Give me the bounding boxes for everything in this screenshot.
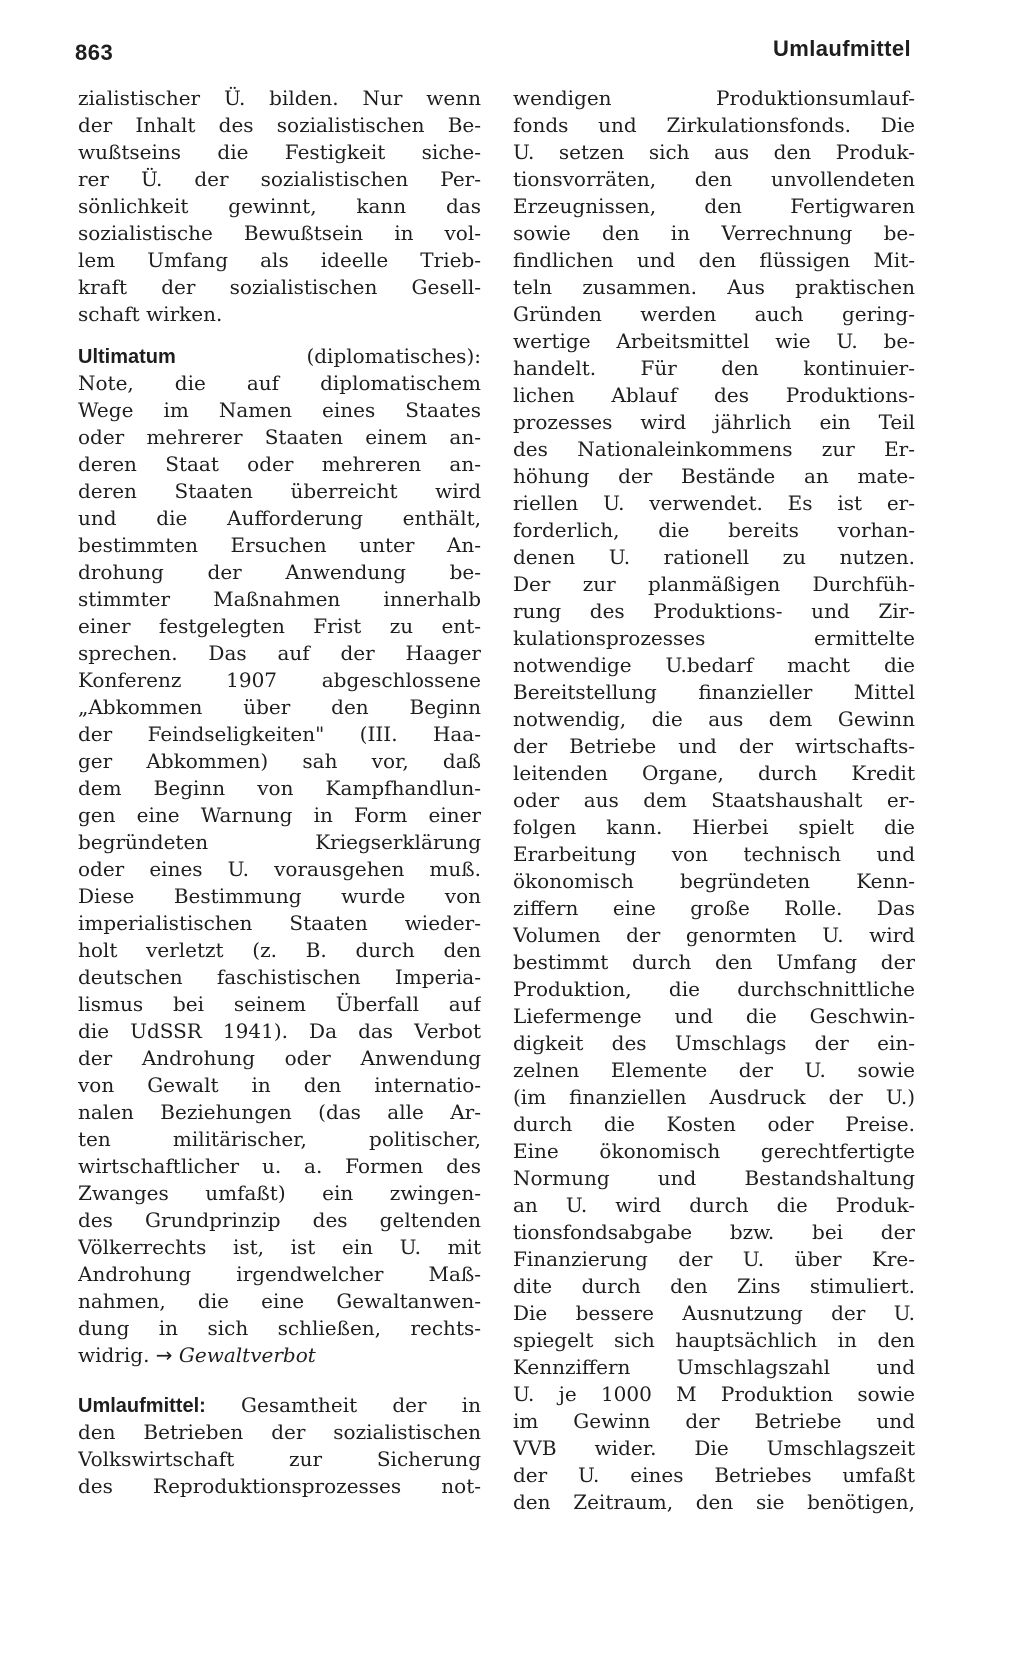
text-line: imperialistischen Staaten wieder- bbox=[78, 911, 481, 935]
entry-ultimatum-qualifier: (diplomatisches): bbox=[306, 344, 481, 368]
text-line: denen U. rationell zu nutzen. bbox=[513, 545, 915, 569]
text-line: wendigen Produktionsumlauf- bbox=[513, 86, 915, 110]
text-line: folgen kann. Hierbei spielt die bbox=[513, 815, 915, 839]
text-line: Gründen werden auch gering- bbox=[513, 302, 915, 326]
text-line: Bereitstellung finanzieller Mittel bbox=[513, 680, 915, 704]
entry-ultimatum-last-text: widrig. bbox=[78, 1343, 150, 1367]
text-line: Finanzierung der U. über Kre- bbox=[513, 1247, 915, 1271]
text-line: begründeten Kriegserklärung bbox=[78, 830, 481, 854]
text-line: des Reproduktionsprozesses not- bbox=[78, 1474, 481, 1498]
text-line: wußtseins die Festigkeit siche- bbox=[78, 140, 481, 164]
text-line: handelt. Für den kontinuier- bbox=[513, 356, 915, 380]
text-line: der Feindseligkeiten" (III. Haa- bbox=[78, 722, 481, 746]
text-line: wertige Arbeitsmittel wie U. be- bbox=[513, 329, 915, 353]
entry-umlaufmittel-definition-start: Gesamtheit der in bbox=[241, 1393, 481, 1417]
text-line: von Gewalt in den internatio- bbox=[78, 1073, 481, 1097]
text-line: Völkerrechts ist, ist ein U. mit bbox=[78, 1235, 481, 1259]
text-line: U. setzen sich aus den Produk- bbox=[513, 140, 915, 164]
text-line: einer festgelegten Frist zu ent- bbox=[78, 614, 481, 638]
text-line: Note, die auf diplomatischem bbox=[78, 371, 481, 395]
text-line: Konferenz 1907 abgeschlossene bbox=[78, 668, 481, 692]
text-line: stimmter Maßnahmen innerhalb bbox=[78, 587, 481, 611]
text-line: Eine ökonomisch gerechtfertigte bbox=[513, 1139, 915, 1163]
text-line: riellen U. verwendet. Es ist er- bbox=[513, 491, 915, 515]
text-line: sowie den in Verrechnung be- bbox=[513, 221, 915, 245]
text-line: ten militärischer, politischer, bbox=[78, 1127, 481, 1151]
text-line: Volumen der genormten U. wird bbox=[513, 923, 915, 947]
text-line: tionsvorräten, den unvollendeten bbox=[513, 167, 915, 191]
text-line: spiegelt sich hauptsächlich in den bbox=[513, 1328, 915, 1352]
text-line: notwendig, die aus dem Gewinn bbox=[513, 707, 915, 731]
text-line: „Abkommen über den Beginn bbox=[78, 695, 481, 719]
entry-umlaufmittel-body bbox=[78, 1419, 481, 1500]
text-line: deutschen faschistischen Imperia- bbox=[78, 965, 481, 989]
continued-paragraph bbox=[78, 85, 481, 328]
text-line: oder aus dem Staatshaushalt er- bbox=[513, 788, 915, 812]
text-line: des Nationaleinkommens zur Er- bbox=[513, 437, 915, 461]
text-line: leitenden Organe, durch Kredit bbox=[513, 761, 915, 785]
text-line: nahmen, die eine Gewaltanwen- bbox=[78, 1289, 481, 1313]
text-line: VVB wider. Die Umschlagszeit bbox=[513, 1436, 915, 1460]
text-line: den Betrieben der sozialistischen bbox=[78, 1420, 481, 1444]
text-line: höhung der Bestände an mate- bbox=[513, 464, 915, 488]
text-line: zialistischer Ü. bilden. Nur wenn bbox=[78, 86, 481, 110]
text-line: der Inhalt des sozialistischen Be- bbox=[78, 113, 481, 137]
text-line: des Grundprinzip des geltenden bbox=[78, 1208, 481, 1232]
text-line: deren Staat oder mehreren an- bbox=[78, 452, 481, 476]
page-number: 863 bbox=[75, 40, 114, 65]
entry-separator bbox=[78, 1369, 481, 1392]
text-line: sozialistische Bewußtsein in vol- bbox=[78, 221, 481, 245]
text-line: ger Abkommen) sah vor, daß bbox=[78, 749, 481, 773]
text-line: oder mehrerer Staaten einem an- bbox=[78, 425, 481, 449]
text-line: ökonomisch begründeten Kenn- bbox=[513, 869, 915, 893]
text-line: tionsfondsabgabe bzw. bei der bbox=[513, 1220, 915, 1244]
text-line: wirtschaftlicher u. a. Formen des bbox=[78, 1154, 481, 1178]
text-line: Volkswirtschaft zur Sicherung bbox=[78, 1447, 481, 1471]
text-line: nalen Beziehungen (das alle Ar- bbox=[78, 1100, 481, 1124]
text-line: der Androhung oder Anwendung bbox=[78, 1046, 481, 1070]
headword-umlaufmittel: Umlaufmittel: bbox=[78, 1395, 206, 1417]
right-column bbox=[513, 85, 915, 1516]
entry-umlaufmittel-continuation bbox=[513, 85, 915, 1516]
entry-first-line bbox=[78, 1392, 481, 1419]
running-head: Umlaufmittel bbox=[772, 36, 911, 61]
text-line: Die bessere Ausnutzung der U. bbox=[513, 1301, 915, 1325]
text-line: zelnen Elemente der U. sowie bbox=[513, 1058, 915, 1082]
text-line: an U. wird durch die Produk- bbox=[513, 1193, 915, 1217]
text-line: Androhung irgendwelcher Maß- bbox=[78, 1262, 481, 1286]
text-line: prozesses wird jährlich ein Teil bbox=[513, 410, 915, 434]
text-line: durch die Kosten oder Preise. bbox=[513, 1112, 915, 1136]
text-line: Kennziffern Umschlagszahl und bbox=[513, 1355, 915, 1379]
entry-last-line bbox=[78, 1342, 481, 1369]
text-line: forderlich, die bereits vorhan- bbox=[513, 518, 915, 542]
text-line: dung in sich schließen, rechts- bbox=[78, 1316, 481, 1340]
entry-first-line bbox=[78, 343, 481, 370]
text-line: den Zeitraum, den sie benötigen, bbox=[513, 1490, 915, 1514]
text-line: im Gewinn der Betriebe und bbox=[513, 1409, 915, 1433]
text-line: U. je 1000 M Produktion sowie bbox=[513, 1382, 915, 1406]
entry-ultimatum bbox=[78, 343, 481, 1369]
text-line: dem Beginn von Kampfhandlun- bbox=[78, 776, 481, 800]
text-line: drohung der Anwendung be- bbox=[78, 560, 481, 584]
text-line: fonds und Zirkulationsfonds. Die bbox=[513, 113, 915, 137]
text-line: Liefermenge und die Geschwin- bbox=[513, 1004, 915, 1028]
text-line: Der zur planmäßigen Durchfüh- bbox=[513, 572, 915, 596]
text-line: teln zusammen. Aus praktischen bbox=[513, 275, 915, 299]
text-line: sönlichkeit gewinnt, kann das bbox=[78, 194, 481, 218]
entry-umlaufmittel bbox=[78, 1392, 481, 1500]
text-line: der U. eines Betriebes umfaßt bbox=[513, 1463, 915, 1487]
text-line: deren Staaten überreicht wird bbox=[78, 479, 481, 503]
text-line: rer Ü. der sozialistischen Per- bbox=[78, 167, 481, 191]
text-line: ziffern eine große Rolle. Das bbox=[513, 896, 915, 920]
text-line: sprechen. Das auf der Haager bbox=[78, 641, 481, 665]
text-line: Normung und Bestandshaltung bbox=[513, 1166, 915, 1190]
text-line: kraft der sozialistischen Gesell- bbox=[78, 275, 481, 299]
cross-reference-arrow-icon: → bbox=[155, 1343, 173, 1367]
left-column bbox=[78, 85, 481, 1500]
text-line: Zwanges umfaßt) ein zwingen- bbox=[78, 1181, 481, 1205]
text-line: bestimmten Ersuchen unter An- bbox=[78, 533, 481, 557]
entry-separator bbox=[78, 328, 481, 343]
text-line: digkeit des Umschlags der ein- bbox=[513, 1031, 915, 1055]
text-line: Produktion, die durchschnittliche bbox=[513, 977, 915, 1001]
text-line: Diese Bestimmung wurde von bbox=[78, 884, 481, 908]
text-line: die UdSSR 1941). Da das Verbot bbox=[78, 1019, 481, 1043]
text-line: findlichen und den flüssigen Mit- bbox=[513, 248, 915, 272]
text-line: lismus bei seinem Überfall auf bbox=[78, 992, 481, 1016]
text-line: notwendige U.bedarf macht die bbox=[513, 653, 915, 677]
text-line: kulationsprozesses ermittelte bbox=[513, 626, 915, 650]
text-line: Wege im Namen eines Staates bbox=[78, 398, 481, 422]
text-line: und die Aufforderung enthält, bbox=[78, 506, 481, 530]
text-line: Erarbeitung von technisch und bbox=[513, 842, 915, 866]
text-line: lem Umfang als ideelle Trieb- bbox=[78, 248, 481, 272]
text-line: holt verletzt (z. B. durch den bbox=[78, 938, 481, 962]
text-line: bestimmt durch den Umfang der bbox=[513, 950, 915, 974]
text-line: schaft wirken. bbox=[78, 302, 223, 326]
text-line: rung des Produktions- und Zir- bbox=[513, 599, 915, 623]
cross-reference-link: Gewaltverbot bbox=[178, 1343, 316, 1367]
text-line: (im finanziellen Ausdruck der U.) bbox=[513, 1085, 915, 1109]
text-line: der Betriebe und der wirtschafts- bbox=[513, 734, 915, 758]
text-line: oder eines U. vorausgehen muß. bbox=[78, 857, 481, 881]
text-line: Erzeugnissen, den Fertigwaren bbox=[513, 194, 915, 218]
text-line: lichen Ablauf des Produktions- bbox=[513, 383, 915, 407]
headword-ultimatum: Ultimatum bbox=[78, 346, 176, 368]
text-line: dite durch den Zins stimuliert. bbox=[513, 1274, 915, 1298]
entry-ultimatum-body bbox=[78, 370, 481, 1342]
text-line: gen eine Warnung in Form einer bbox=[78, 803, 481, 827]
